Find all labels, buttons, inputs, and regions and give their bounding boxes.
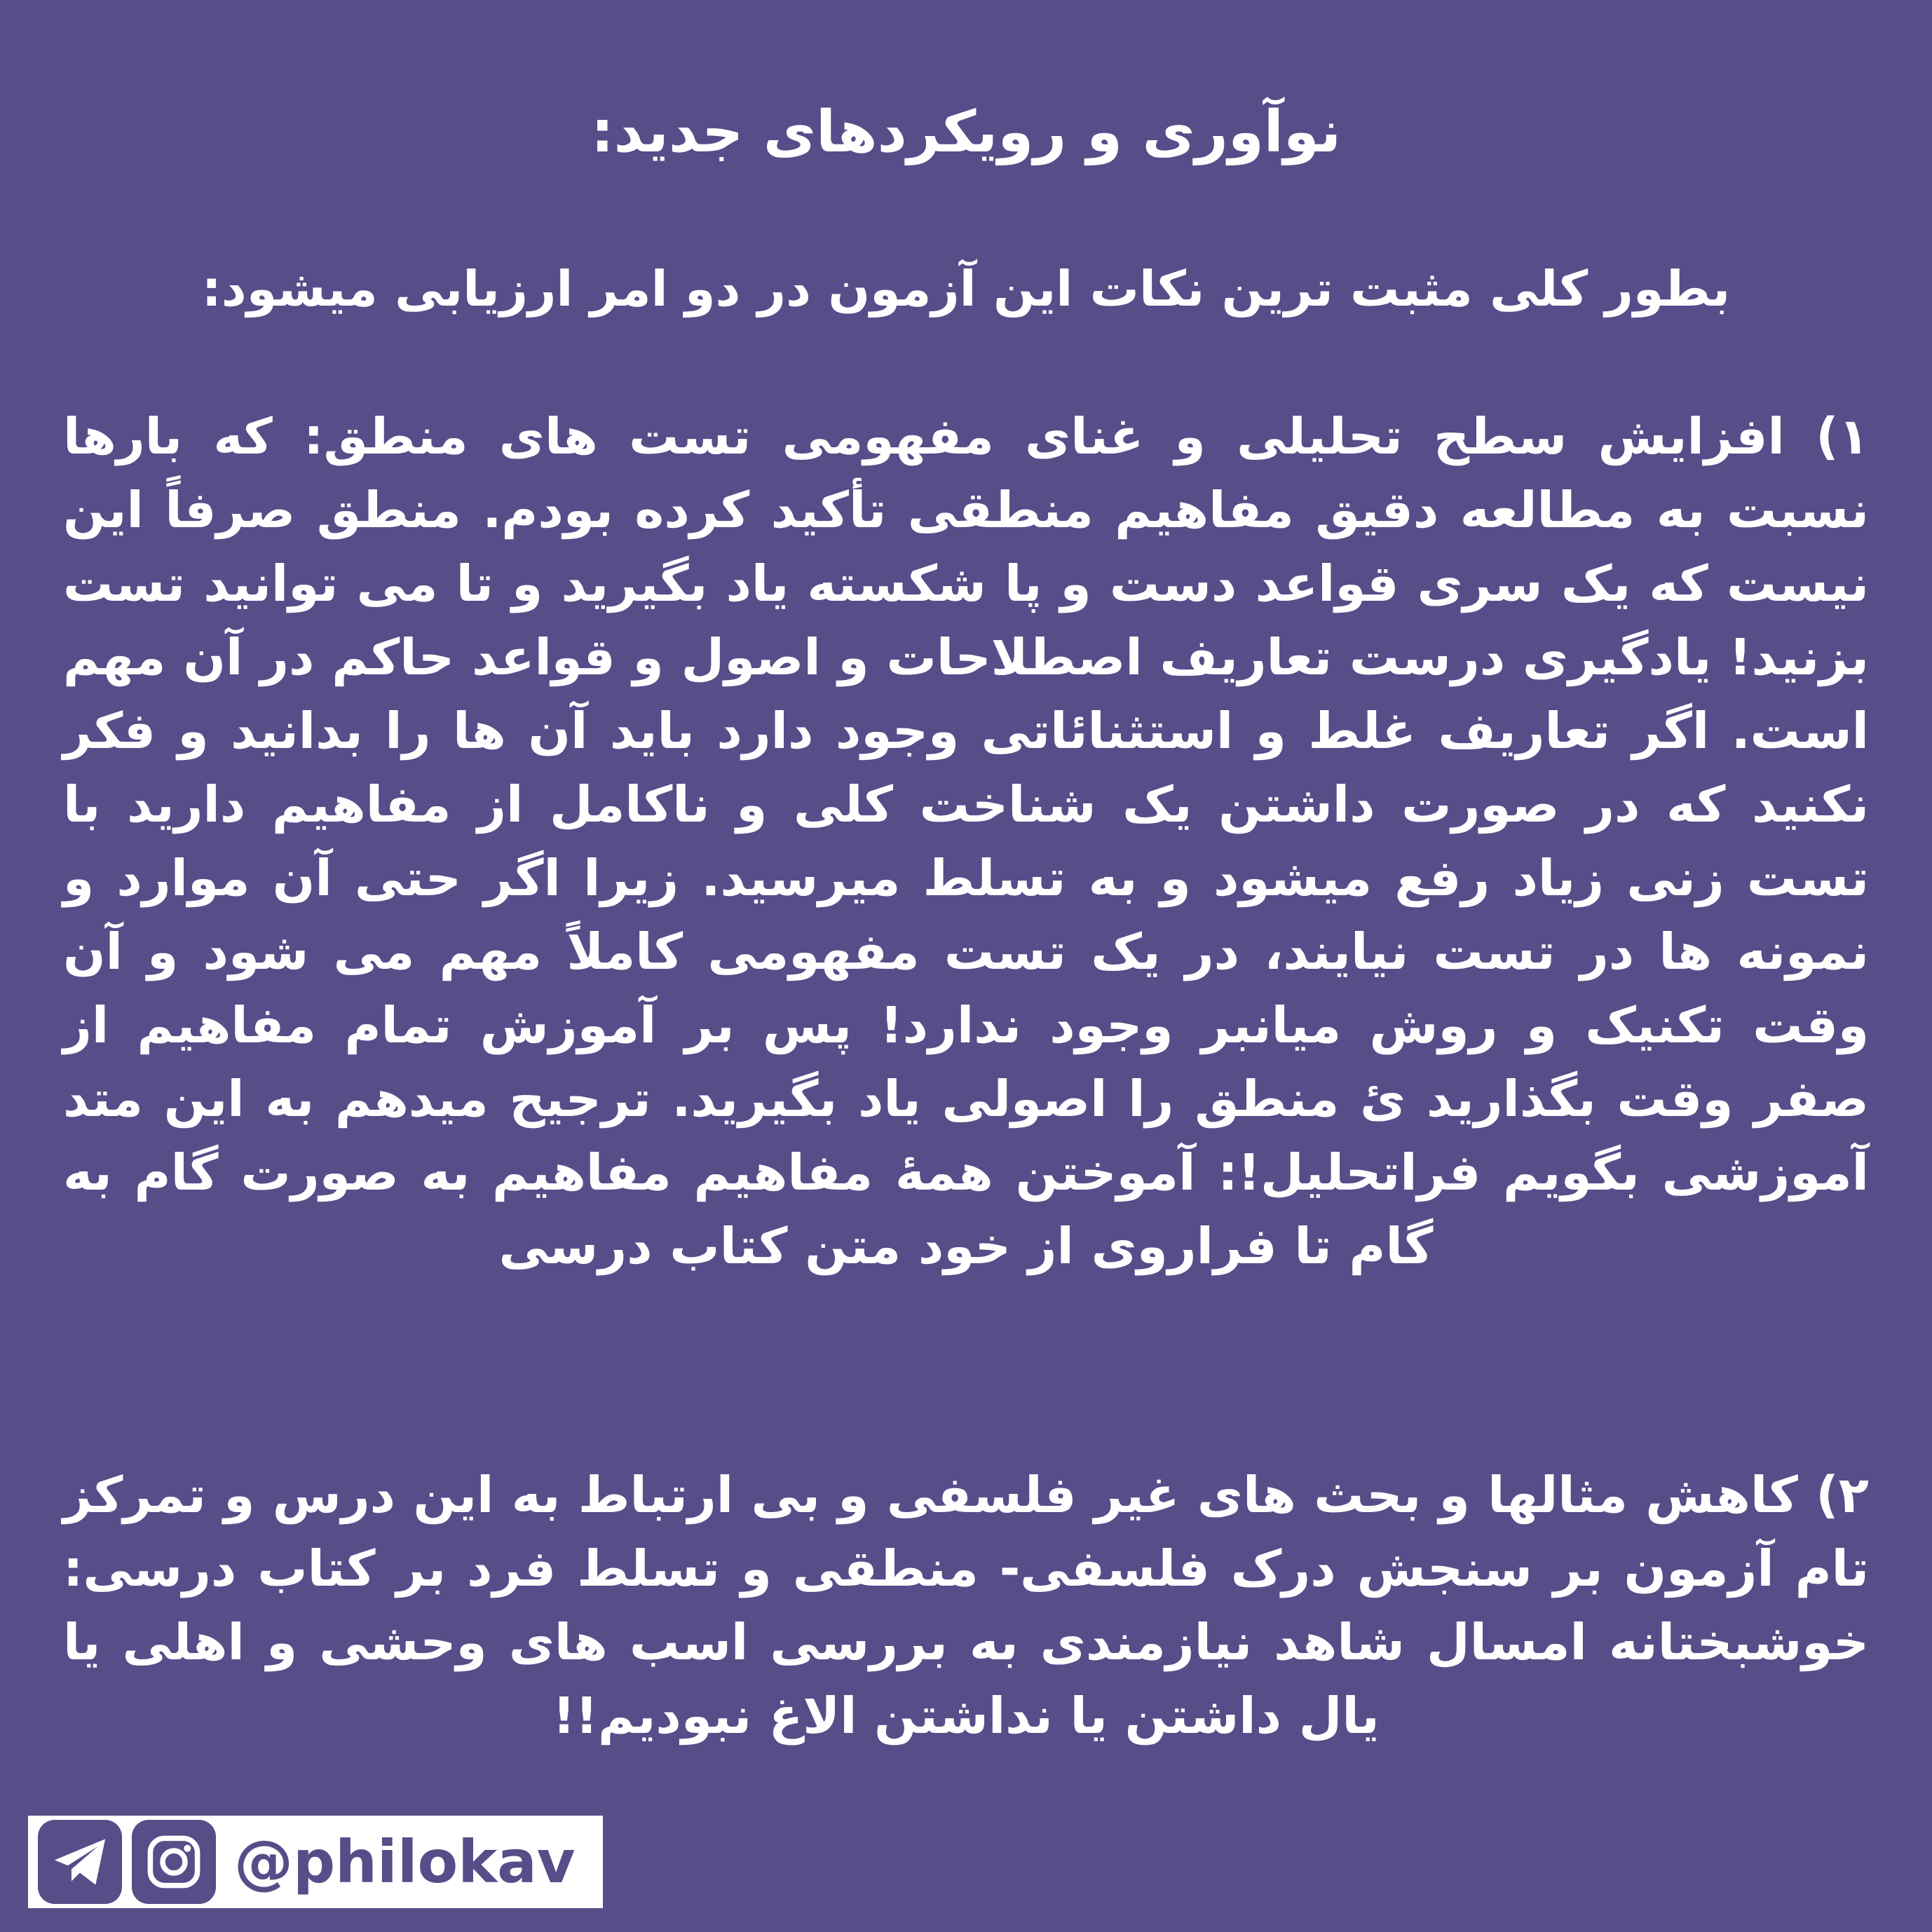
- social-footer: [28, 1816, 603, 1908]
- paragraph-1: ۱) افزایش سطح تحلیلی و غنای مفهومی تست های منطق: که بارها نسبت به مطالعه دقیق مفاهیم منطقی تأکید کرده بودم. منطق صرفاً این نیست که یک سری قواعد دست و پا شکسته یاد بگیرید و تا می توانید تست بزنید! یادگیری درست تعاریف اصطلاحات و اصول و قواعد حاکم در آن مهم است. اگر تعاریف غلط و استثنائاتی وجود دارد باید آن ها را بدانید و فکر نکنید که در صورت داشتن یک شناخت کلی و ناکامل از مفاهیم دارید با تست زنی زیاد رفع میشود و به تسلط میرسید. زیرا اگر حتی آن موارد و نمونه ها در تست نیایند، در یک تست مفهومی کاملاً مهم می شود و آن وقت تکنیک و روش میانبر وجود ندارد! پس بر آموزش تمام مفاهیم از صفر وقت بگذارید ئ منطق را اصولی یاد بگیرید. ترجیح میدهم به این متد آموزشی بگویم فراتحلیل!: آموختن همهٔ مفاهیم مفاهیم به صورت گام به گام تا فراروی از خود متن کتاب درسی: [63, 407, 1869, 1275]
- telegram-icon[interactable]: [38, 1820, 122, 1904]
- page-title: نوآوری و رویکردهای جدید:: [590, 99, 1342, 165]
- instagram-icon[interactable]: [132, 1820, 216, 1904]
- paragraph-2: ۲) کاهش مثالها و بحث های غیر فلسفی و بی ارتباط به این درس و تمرکز تام آزمون بر سنجش درک فلسفی- منطقی و تسلط فرد بر کتاب درسی: خوشبختانه امسال شاهد نیازمندی به بررسی اسب های وحشی و اهلی یا یال داشتن یا نداشتن الاغ نبودیم!!: [63, 1466, 1869, 1745]
- page-subtitle: بطور کلی مثبت ترین نکات این آزمون در دو امر ارزیابی میشود:: [201, 260, 1731, 318]
- social-handle[interactable]: @philokav: [234, 1828, 576, 1896]
